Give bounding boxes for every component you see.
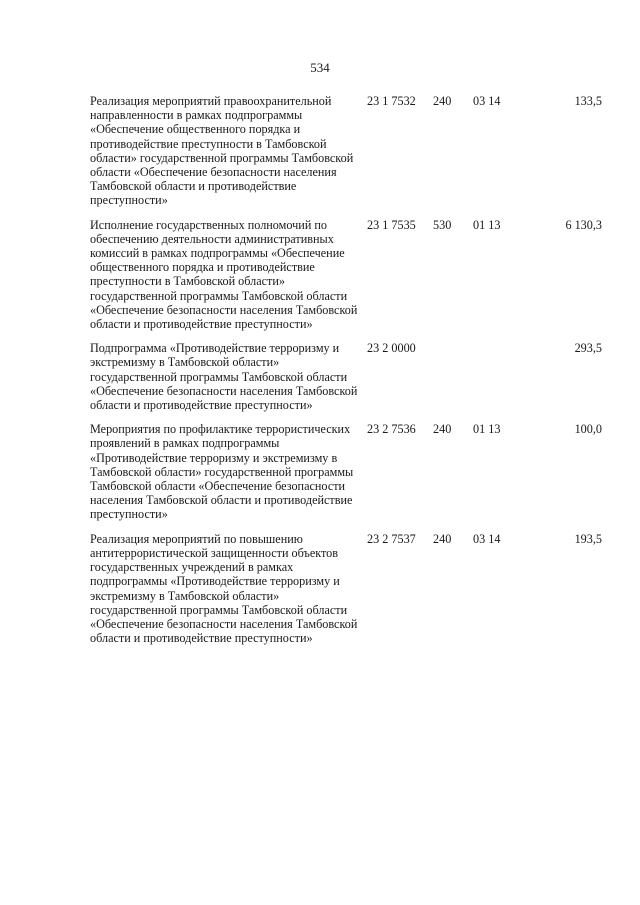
table-row [90, 422, 602, 521]
table-row [90, 218, 602, 332]
row-target-code: 23 2 7536 [367, 422, 416, 437]
table-row [90, 94, 602, 208]
row-target-code: 23 1 7532 [367, 94, 416, 108]
budget-table [90, 94, 602, 655]
row-name: Реализация мероприятий по повышению антитеррористической защищенности объектов государственных учреждений в рамках подпрограммы «Противодействие терроризму и экстремизму в Тамбовской области» государственной программы Тамбовской области «Обеспечение безопасности населения Тамбовской области и противодействие преступности» [90, 531, 358, 646]
row-section-code: 01 13 [473, 217, 501, 232]
row-section-code [473, 341, 513, 412]
row-expense-type: 240 [433, 422, 452, 437]
table-row [90, 532, 602, 646]
page-number: 534 [310, 60, 330, 75]
row-expense-type: 530 [433, 217, 452, 232]
row-target-code: 23 2 0000 [367, 341, 416, 356]
row-section-code: 03 14 [473, 531, 501, 546]
row-sum: 133,5 [574, 94, 602, 108]
row-name: Реализация мероприятий правоохранительной направленности в рамках подпрограммы «Обеспечение общественного порядка и противодействие преступности в Тамбовской области» государственной программы Тамбовской области «Обеспечение безопасности населения Тамбовской области и противодействие преступности» [90, 94, 354, 208]
row-sum: 293,5 [574, 341, 602, 356]
row-expense-type [433, 341, 473, 412]
row-name: Мероприятия по профилактике террористических проявлений в рамках подпрограммы «Противодействие терроризму и экстремизму в Тамбовской области» государственной программы Тамбовской области «Обеспечение безопасности населения Тамбовской области и противодействие преступности» [90, 422, 354, 522]
table-row [90, 341, 602, 412]
row-target-code: 23 1 7535 [367, 217, 416, 232]
row-name: Исполнение государственных полномочий по обеспечению деятельности административных комиссий в рамках подпрограммы «Обеспечение общественного порядка и противодействие преступности в Тамбовской области» государственной программы Тамбовской области «Обеспечение безопасности населения Тамбовской области и противодействие преступности» [90, 217, 358, 332]
row-sum: 193,5 [574, 531, 602, 546]
row-expense-type: 240 [433, 94, 452, 108]
row-expense-type: 240 [433, 531, 452, 546]
row-target-code: 23 2 7537 [367, 531, 416, 546]
row-sum: 100,0 [574, 422, 602, 437]
row-section-code: 03 14 [473, 94, 501, 108]
row-sum: 6 130,3 [565, 217, 602, 232]
row-section-code: 01 13 [473, 422, 501, 437]
row-name: Подпрограмма «Противодействие терроризму и экстремизму в Тамбовской области» государственной программы Тамбовской области «Обеспечение безопасности населения Тамбовской области и противодействие преступности» [90, 341, 358, 413]
